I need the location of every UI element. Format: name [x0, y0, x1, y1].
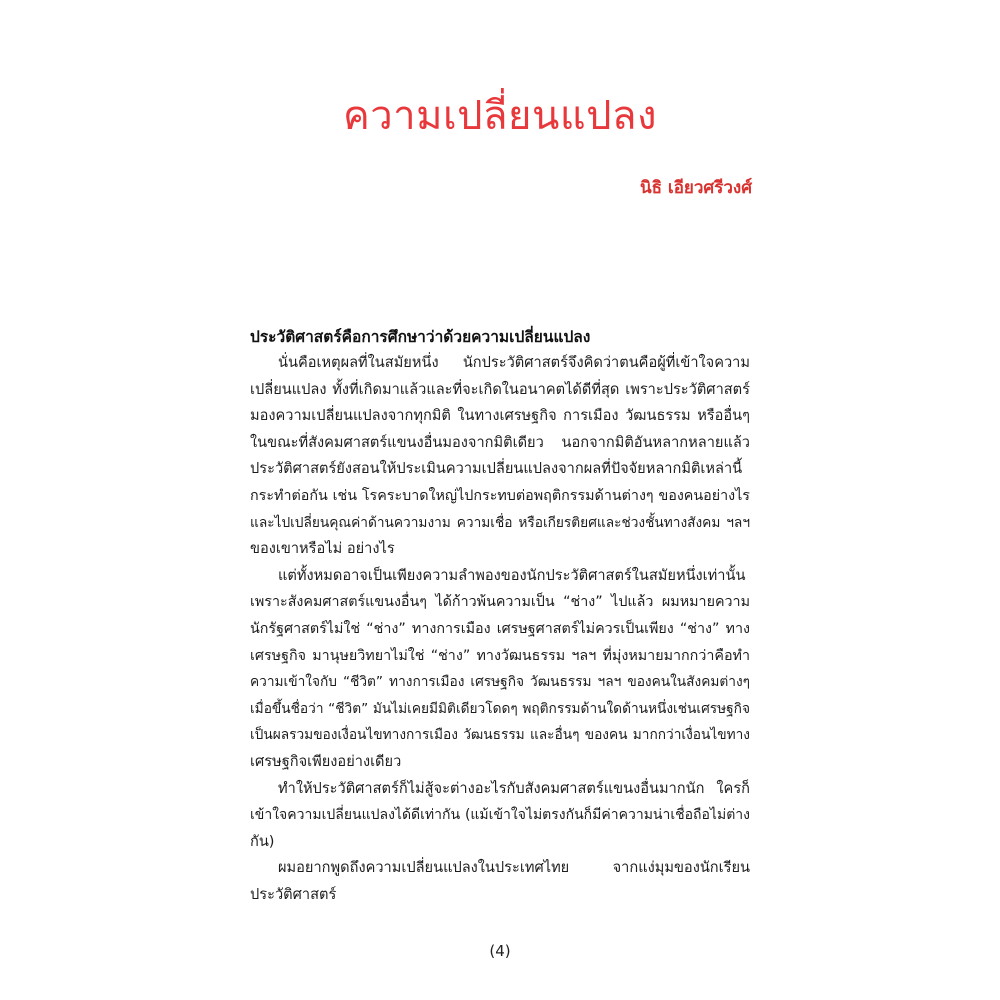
text-line: นักรัฐศาสตร์ไม่ใช่ “ช่าง” ทางการเมือง เศรษฐศาสตร์ไม่ควรเป็นเพียง “ช่าง” ทาง — [250, 620, 750, 637]
paragraph-3 — [250, 776, 750, 856]
text-line: กัน) — [250, 832, 275, 850]
page-title: ความเปลี่ยนแปลง — [342, 93, 658, 139]
text-line: ในขณะที่สังคมศาสตร์แขนงอื่นมองจากมิติเดียว นอกจากมิติอันหลากหลายแล้ว — [250, 433, 750, 451]
text-line: แต่ทั้งหมดอาจเป็นเพียงความลำพองของนักประวัติศาสตร์ในสมัยหนึ่งเท่านั้น — [278, 566, 746, 584]
text-line: ความเข้าใจกับ “ชีวิต” ทางการเมือง เศรษฐกิจ วัฒนธรรม ฯลฯ ของคนในสังคมต่างๆ — [250, 674, 750, 691]
paragraph-4 — [250, 855, 750, 908]
text-line: ของเขาหรือไม่ อย่างไร — [250, 540, 395, 558]
paragraph-1 — [250, 350, 750, 563]
text-line: ทำให้ประวัติศาสตร์ก็ไม่สู้จะต่างอะไรกับสังคมศาสตร์แขนงอื่นมากนัก ใครก็ — [278, 779, 750, 797]
text-line: เพราะสังคมศาสตร์แขนงอื่นๆ ได้ก้าวพ้นความเป็น “ช่าง” ไปแล้ว ผมหมายความ — [250, 594, 750, 611]
text-line: ประวัติศาสตร์ — [250, 885, 337, 903]
text-line: กระทำต่อกัน เช่น โรคระบาดใหญ่ไปกระทบต่อพฤติกรรมด้านต่างๆ ของคนอย่างไร — [250, 487, 750, 504]
text-line: นั่นคือเหตุผลที่ในสมัยหนึ่ง นักประวัติศาสตร์จึงคิดว่าตนคือผู้ที่เข้าใจความ — [278, 354, 750, 371]
text-line: เป็นผลรวมของเงื่อนไขทางการเมือง วัฒนธรรม และอื่นๆ ของคน มากกว่าเงื่อนไขทาง — [250, 727, 750, 744]
text-line: เมื่อขึ้นชื่อว่า “ชีวิต” มันไม่เคยมีมิติเดียวโดดๆ พฤติกรรมด้านใดด้านหนึ่งเช่นเศรษฐกิจ — [250, 700, 750, 717]
text-line: ผมอยากพูดถึงความเปลี่ยนแปลงในประเทศไทย จากแง่มุมของนักเรียน — [278, 859, 750, 877]
text-line: มองความเปลี่ยนแปลงจากทุกมิติ ในทางเศรษฐกิจ การเมือง วัฒนธรรม หรืออื่นๆ — [250, 407, 750, 425]
page-number: (4) — [489, 942, 511, 960]
text-line: เข้าใจความเปลี่ยนแปลงได้ดีเท่ากัน (แม้เข้าใจไม่ตรงกันก็มีค่าความน่าเชื่อถือไม่ต่าง — [250, 807, 750, 824]
author-name: นิธิ เอียวศรีวงศ์ — [639, 178, 752, 198]
article-body — [250, 324, 750, 908]
text-line: เศรษฐกิจเพียงอย่างเดียว — [250, 752, 402, 770]
text-line: เศรษฐกิจ มานุษยวิทยาไม่ใช่ “ช่าง” ทางวัฒนธรรม ฯลฯ ที่มุ่งหมายมากกว่าคือทำ — [250, 647, 750, 664]
text-line: และไปเปลี่ยนคุณค่าด้านความงาม ความเชื่อ หรือเกียรติยศและช่วงชั้นทางสังคม ฯลฯ — [250, 514, 750, 531]
section-heading: ประวัติศาสตร์คือการศึกษาว่าด้วยความเปลี่ยนแปลง — [250, 328, 591, 346]
paragraph-2 — [250, 563, 750, 776]
text-line: เปลี่ยนแปลง ทั้งที่เกิดมาแล้วและที่จะเกิดในอนาคตได้ดีที่สุด เพราะประวัติศาสตร์ — [250, 380, 750, 398]
text-line: ประวัติศาสตร์ยังสอนให้ประเมินความเปลี่ยนแปลงจากผลที่ปัจจัยหลากมิติเหล่านี้ — [250, 460, 743, 478]
